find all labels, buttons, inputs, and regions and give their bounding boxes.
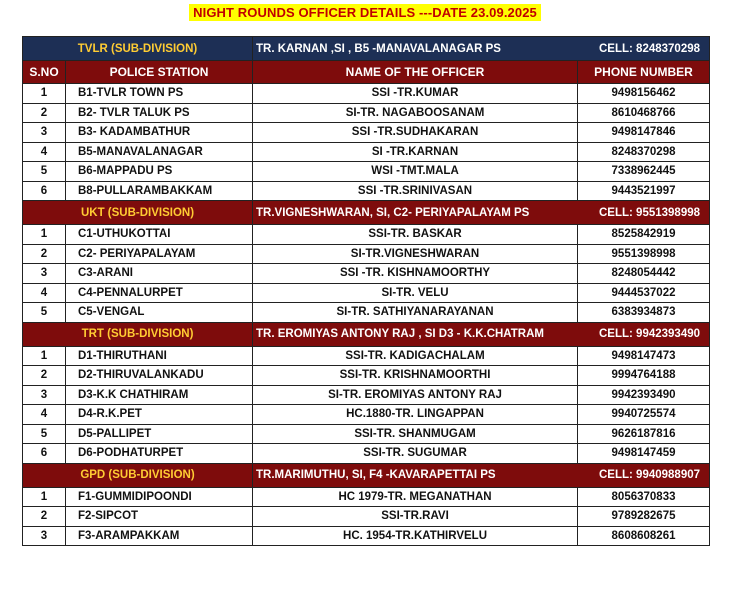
row-officer: SI-TR. EROMIYAS ANTONY RAJ — [253, 385, 578, 405]
row-station: D1-THIRUTHANI — [66, 346, 253, 366]
table-row — [23, 405, 710, 425]
row-sno: 1 — [23, 346, 66, 366]
subdivision-row — [23, 322, 710, 346]
row-phone: 6383934873 — [578, 303, 710, 323]
subdivision-contact — [253, 201, 710, 225]
table-row — [23, 346, 710, 366]
row-sno: 3 — [23, 123, 66, 143]
row-station: C1-UTHUKOTTAI — [66, 225, 253, 245]
subdivision-officer: TR.VIGNESHWARAN, SI, C2- PERIYAPALAYAM PS — [256, 206, 530, 219]
row-sno: 3 — [23, 264, 66, 284]
table-row — [23, 487, 710, 507]
subdivision-name: UKT (SUB-DIVISION) — [23, 201, 253, 225]
table-row — [23, 264, 710, 284]
row-sno: 2 — [23, 103, 66, 123]
row-station: B2- TVLR TALUK PS — [66, 103, 253, 123]
table-row — [23, 84, 710, 104]
row-phone: 9551398998 — [578, 244, 710, 264]
row-phone: 9498147473 — [578, 346, 710, 366]
row-station: B5-MANAVALANAGAR — [66, 142, 253, 162]
row-officer: WSI -TMT.MALA — [253, 162, 578, 182]
row-phone: 9498147846 — [578, 123, 710, 143]
row-phone: 8056370833 — [578, 487, 710, 507]
row-sno: 4 — [23, 142, 66, 162]
subdivision-row — [23, 37, 710, 61]
row-officer: SSI-TR. KRISHNAMOORTHI — [253, 366, 578, 386]
title-wrap — [0, 4, 730, 22]
row-officer: HC 1979-TR. MEGANATHAN — [253, 487, 578, 507]
row-officer: SSI -TR.KUMAR — [253, 84, 578, 104]
row-phone: 8610468766 — [578, 103, 710, 123]
row-sno: 1 — [23, 225, 66, 245]
table-row — [23, 142, 710, 162]
subdivision-contact — [253, 322, 710, 346]
row-officer: SSI-TR. BASKAR — [253, 225, 578, 245]
row-officer: SI-TR. VELU — [253, 283, 578, 303]
row-station: C5-VENGAL — [66, 303, 253, 323]
row-sno: 2 — [23, 366, 66, 386]
row-officer: SI -TR.KARNAN — [253, 142, 578, 162]
row-officer: SSI-TR. SHANMUGAM — [253, 424, 578, 444]
row-station: F3-ARAMPAKKAM — [66, 526, 253, 546]
subdivision-cell: CELL: 9940988907 — [599, 469, 701, 481]
row-officer: SSI-TR. KADIGACHALAM — [253, 346, 578, 366]
row-phone: 9940725574 — [578, 405, 710, 425]
row-phone: 8248054442 — [578, 264, 710, 284]
subdivision-officer: TR. EROMIYAS ANTONY RAJ , SI D3 - K.K.CHATRAM — [256, 328, 544, 340]
table-row — [23, 424, 710, 444]
table-row — [23, 526, 710, 546]
row-phone: 9626187816 — [578, 424, 710, 444]
row-phone: 8248370298 — [578, 142, 710, 162]
row-sno: 1 — [23, 84, 66, 104]
table-row — [23, 244, 710, 264]
row-phone: 8525842919 — [578, 225, 710, 245]
table-header — [23, 61, 710, 84]
row-officer: SI-TR.VIGNESHWARAN — [253, 244, 578, 264]
subdivision-officer: TR. KARNAN ,SI , B5 -MANAVALANAGAR PS — [256, 42, 501, 55]
row-officer: HC. 1954-TR.KATHIRVELU — [253, 526, 578, 546]
row-sno: 5 — [23, 424, 66, 444]
row-phone: 9994764188 — [578, 366, 710, 386]
table-row — [23, 283, 710, 303]
row-sno: 4 — [23, 405, 66, 425]
row-sno: 2 — [23, 507, 66, 527]
row-sno: 4 — [23, 283, 66, 303]
row-sno: 3 — [23, 385, 66, 405]
officer-table-body — [23, 37, 710, 546]
subdivision-cell: CELL: 8248370298 — [599, 42, 701, 55]
row-sno: 1 — [23, 487, 66, 507]
row-station: B6-MAPPADU PS — [66, 162, 253, 182]
row-phone: 9444537022 — [578, 283, 710, 303]
table-row — [23, 123, 710, 143]
subdivision-name: TRT (SUB-DIVISION) — [23, 322, 253, 346]
table-row — [23, 162, 710, 182]
subdivision-cell: CELL: 9942393490 — [599, 328, 701, 340]
row-officer: SI-TR. SATHIYANARAYANAN — [253, 303, 578, 323]
header-sno: S.NO — [23, 61, 66, 84]
row-station: B3- KADAMBATHUR — [66, 123, 253, 143]
officer-table — [22, 36, 710, 546]
subdivision-name: GPD (SUB-DIVISION) — [23, 463, 253, 487]
table-row — [23, 507, 710, 527]
table-row — [23, 225, 710, 245]
row-officer: SSI -TR.SRINIVASAN — [253, 181, 578, 201]
row-station: F1-GUMMIDIPOONDI — [66, 487, 253, 507]
row-phone: 8608608261 — [578, 526, 710, 546]
row-phone: 9443521997 — [578, 181, 710, 201]
page-title: NIGHT ROUNDS OFFICER DETAILS ---DATE 23.09.2025 — [189, 4, 541, 21]
row-station: F2-SIPCOT — [66, 507, 253, 527]
row-station: D4-R.K.PET — [66, 405, 253, 425]
row-sno: 6 — [23, 181, 66, 201]
row-sno: 5 — [23, 303, 66, 323]
row-station: C3-ARANI — [66, 264, 253, 284]
row-phone: 9942393490 — [578, 385, 710, 405]
row-officer: HC.1880-TR. LINGAPPAN — [253, 405, 578, 425]
row-station: B1-TVLR TOWN PS — [66, 84, 253, 104]
row-station: D6-PODHATURPET — [66, 444, 253, 464]
subdivision-contact — [253, 463, 710, 487]
subdivision-cell: CELL: 9551398998 — [599, 206, 701, 219]
table-row — [23, 444, 710, 464]
row-station: D5-PALLIPET — [66, 424, 253, 444]
header-officer: NAME OF THE OFFICER — [253, 61, 578, 84]
subdivision-name: TVLR (SUB-DIVISION) — [23, 37, 253, 61]
row-sno: 6 — [23, 444, 66, 464]
subdivision-officer: TR.MARIMUTHU, SI, F4 -KAVARAPETTAI PS — [256, 469, 496, 481]
table-row — [23, 181, 710, 201]
row-officer: SSI -TR. KISHNAMOORTHY — [253, 264, 578, 284]
table-row — [23, 303, 710, 323]
row-officer: SI-TR. NAGABOOSANAM — [253, 103, 578, 123]
row-station: D3-K.K CHATHIRAM — [66, 385, 253, 405]
table-row — [23, 103, 710, 123]
subdivision-row — [23, 463, 710, 487]
row-sno: 3 — [23, 526, 66, 546]
header-station: POLICE STATION — [66, 61, 253, 84]
row-station: C2- PERIYAPALAYAM — [66, 244, 253, 264]
header-phone: PHONE NUMBER — [578, 61, 710, 84]
row-officer: SSI-TR. SUGUMAR — [253, 444, 578, 464]
row-station: C4-PENNALURPET — [66, 283, 253, 303]
row-sno: 2 — [23, 244, 66, 264]
table-row — [23, 366, 710, 386]
table-row — [23, 385, 710, 405]
row-phone: 9498147459 — [578, 444, 710, 464]
row-officer: SSI-TR.RAVI — [253, 507, 578, 527]
row-station: B8-PULLARAMBAKKAM — [66, 181, 253, 201]
row-sno: 5 — [23, 162, 66, 182]
row-station: D2-THIRUVALANKADU — [66, 366, 253, 386]
subdivision-row — [23, 201, 710, 225]
row-phone: 7338962445 — [578, 162, 710, 182]
subdivision-contact — [253, 37, 710, 61]
row-phone: 9498156462 — [578, 84, 710, 104]
row-officer: SSI -TR.SUDHAKARAN — [253, 123, 578, 143]
row-phone: 9789282675 — [578, 507, 710, 527]
